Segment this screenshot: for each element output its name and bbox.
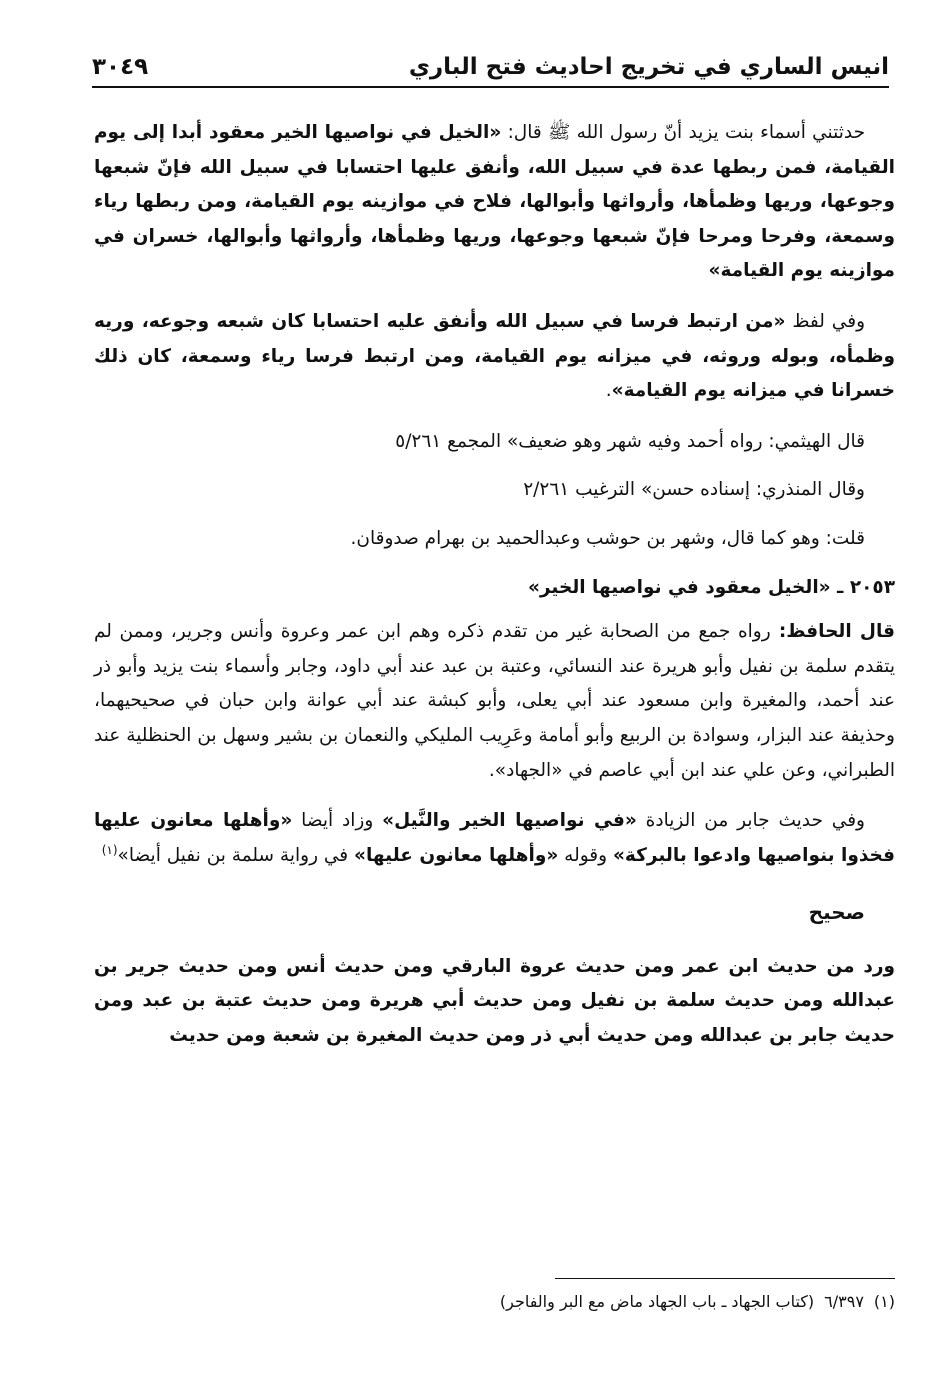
jabir-text-3: وقوله [558,844,613,866]
note-haythami: قال الهيثمي: رواه أحمد وفيه شهر وهو ضعيف» المجمع ٥/٢٦١ [395,430,865,452]
header-rule [92,86,889,88]
footnote-reference: (١) [101,842,118,857]
footnote-number: (١) [873,1292,895,1311]
jabir-text-4: في رواية سلمة بن نفيل أيضا» [117,844,355,866]
hadith-intro: حدثتني أسماء بنت يزيد أنّ رسول الله ﷺ قال: [501,122,866,143]
hafiz-label: قال الحافظ: [770,621,895,643]
note-qultu: قلت: وهو كما قال، وشهر بن حوشب وعبدالحميد بن بهرام صدوقان. [350,527,865,549]
jabir-quote-3: «وأهلها معانون عليها» [354,844,559,866]
hafiz-text: رواه جمع من الصحابة غير من تقدم ذكره وهم ابن عمر وعروة وأنس وجرير، وممن لم يتقدم سلمة بن نفيل وأبو هريرة عند النسائي، وعتبة بن عبد عند أبي داود، وجابر وأسماء بنت يزيد وأبو ذر عند أحمد، والمغيرة وابن مسعود عند أبي يعلى، وأبو كبشة عند أبي عوانة وابن حبان في صحيحيهما، وحذيفة عند البزار، وسوادة بن الربيع وأبو أمامة وعَرِيب المليكي والنعمان بن بشير وسهل بن الحنظلية عند الطبراني، وعن علي عند ابن أبي عاصم في «الجهاد». [94,621,895,781]
book-title: انيس الساري في تخريج احاديث فتح الباري [408,54,889,80]
paragraph-other-wording [94,305,895,409]
note-mundhiri: وقال المنذري: إسناده حسن» الترغيب ٢/٢٦١ [523,479,865,501]
wording-end: . [605,380,612,402]
jabir-text-1: وفي حديث جابر من الزيادة [636,810,865,832]
hadith-text: «الخيل في نواصيها الخير معقود أبدا إلى يوم القيامة، فمن ربطها عدة في سبيل الله، وأنفق عليها احتسابا في سبيل الله فإنّ شبعها وجوعها، وريها وظمأها، وأرواثها وأبوالها، فلاح في موازينه يوم القيامة، ومن ربطها رياء وسمعة، وفرحا ومرحا فإنّ شبعها وجوعها، وريها وظمأها، وأرواثها وأبوالها، خسران في موازينه يوم القيامة» [94,122,895,282]
jabir-quote-2: «وأهلها معانون عليها فخذوا بنواصيها وادعوا بالبركة» [94,810,895,866]
jabir-quote-1: «في نواصيها الخير والنَّيل» [382,810,637,832]
jabir-text-2: وزاد أيضا [292,810,383,832]
page-number: ٣٠٤٩ [92,54,149,80]
section-heading: ٢٠٥٣ ـ «الخيل معقود في نواصيها الخير» [527,576,895,598]
running-header [92,44,889,88]
paragraph-hafiz [94,615,895,788]
paragraph-jabir [94,804,895,873]
footnote-ref: ٦/٣٩٧ [824,1292,864,1311]
footnote-rule [555,1278,895,1279]
footnote-text: (كتاب الجهاد ـ باب الجهاد ماض مع البر والفاجر) [499,1292,815,1311]
footnote [94,1290,895,1314]
paragraph-hadith-asma [94,116,895,289]
paragraph-narrations: ورد من حديث ابن عمر ومن حديث عروة البارقي ومن حديث أنس ومن حديث جرير بن عبدالله ومن حديث سلمة بن نفيل ومن حديث أبي هريرة ومن حديث عتبة بن عبد ومن حديث جابر بن عبدالله ومن حديث أبي ذر ومن حديث المغيرة بن شعبة ومن حديث [94,955,895,1047]
wording-intro: وفي لفظ [785,310,865,332]
verdict-heading: صحيح [808,900,865,925]
wording-text: «من ارتبط فرسا في سبيل الله وأنفق عليه احتسابا كان شبعه وجوعه، وريه وظمأه، وبوله وروثه، في ميزانه يوم القيامة، ومن ارتبط فرسا رياء وسمعة، كان ذلك خسرانا في ميزانه يوم القيامة» [94,310,895,402]
main-text [94,116,895,1070]
